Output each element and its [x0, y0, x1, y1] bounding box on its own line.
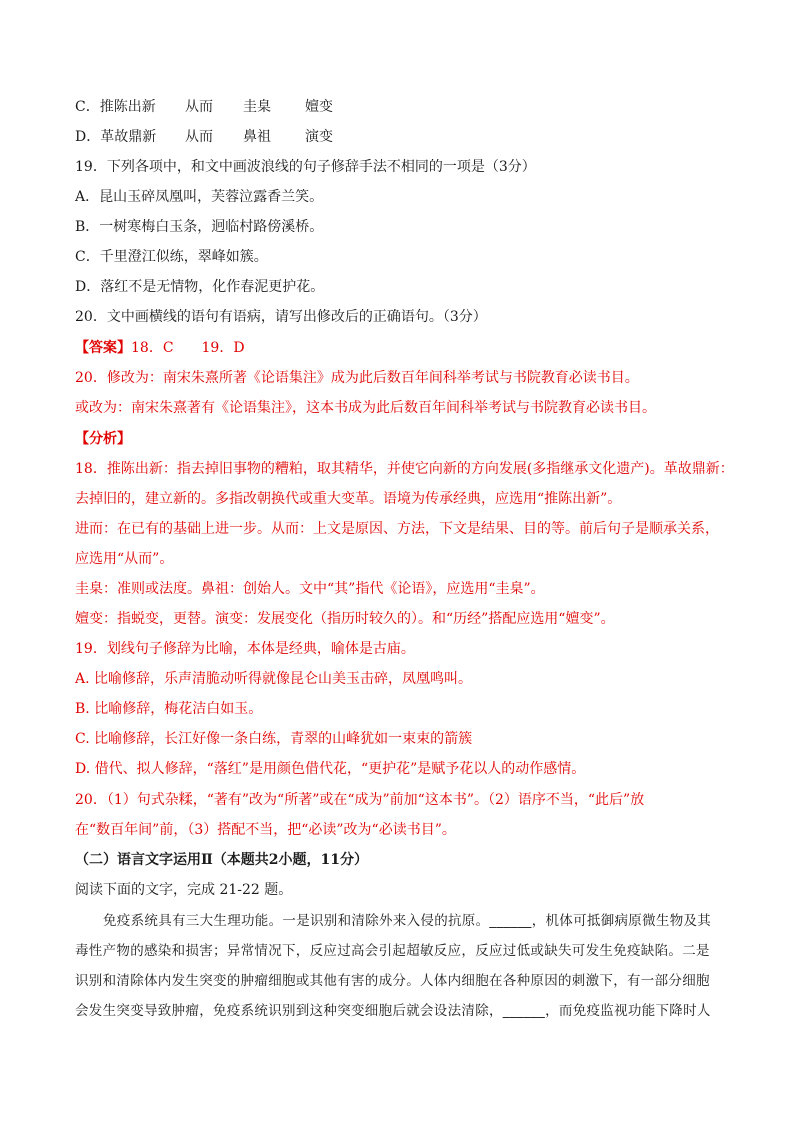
analysis-line: 圭臬：准则或法度。鼻祖：创始人。文中“其”指代《论语》，应选用“圭臬”。: [75, 581, 545, 597]
option-word: 圭臬: [243, 99, 271, 115]
answer-line: [75, 338, 245, 358]
question-19-option-b: B．一树寒梅白玉条，迥临村路傍溪桥。: [75, 219, 324, 235]
option-word: 从而: [185, 99, 213, 115]
option-word: 鼻祖: [243, 129, 271, 145]
question-19-option-a: A．昆山玉碎凤凰叫，芙蓉泣露香兰笑。: [75, 189, 324, 205]
section-title: （二）语言文字运用Ⅱ（本题共2小题，11分）: [75, 852, 369, 868]
analysis-tag: 【分析】: [75, 431, 131, 447]
analysis-line: 在“数百年间”前，（3）搭配不当，把“必读”改为“必读书目”。: [75, 822, 456, 838]
option-word: 从而: [185, 129, 213, 145]
option-word: 嬗变: [305, 99, 333, 115]
question-19-option-d: D．落红不是无情物，化作春泥更护花。: [75, 279, 325, 295]
answer-tag: 【答案】: [75, 340, 131, 356]
passage-line: 识别和清除体内发生突变的肿瘤细胞或其他有害的成分。人体内细胞在各种原因的刺激下，有一部分细胞: [75, 973, 710, 989]
passage-line: 会发生突变导致肿瘤，免疫系统识别到这种突变细胞后就会设法清除，______，而免疫监视功能下降时人: [75, 1003, 711, 1019]
option-label: C．推陈出新: [75, 99, 156, 115]
answer-text: 18．C 19．D: [131, 340, 245, 356]
analysis-line: 去掉旧的，建立新的。多指改朝换代或重大变革。语境为传承经典，应选用“推陈出新”。: [75, 491, 622, 507]
section-instruction: 阅读下面的文字，完成 21-22 题。: [75, 882, 293, 898]
question-19-option-c: C．千里澄江似练，翠峰如簇。: [75, 249, 268, 265]
analysis-line: 应选用“从而”。: [75, 551, 174, 567]
passage-line: 免疫系统具有三大生理功能。一是识别和清除外来入侵的抗原。______，机体可抵御病原微生物及其: [103, 913, 712, 929]
passage-line: 毒性产物的感染和损害；异常情况下，反应过高会引起超敏反应，反应过低或缺失可发生免疫缺陷。二是: [75, 943, 710, 959]
analysis-line: 18．推陈出新：指去掉旧事物的糟粕，取其精华，并使它向新的方向发展(多指继承文化遗产)。革故鼎新：: [75, 461, 734, 477]
analysis-line: B. 比喻修辞，梅花洁白如玉。: [75, 701, 263, 717]
analysis-line: 嬗变：指蜕变，更替。演变：发展变化（指历时较久的）。和“历经”搭配应选用“嬗变”。: [75, 611, 615, 627]
question-20-stem: 20．文中画横线的语句有语病，请写出修改后的正确语句。（3分）: [75, 309, 487, 325]
analysis-line: C. 比喻修辞，长江好像一条白练，青翠的山峰犹如一束束的箭簇: [75, 731, 473, 747]
analysis-line: 19．划线句子修辞为比喻，本体是经典，喻体是古庙。: [75, 641, 415, 657]
option-c-prev: [75, 97, 333, 117]
option-d-prev: [75, 127, 333, 147]
option-word: 演变: [305, 129, 333, 145]
analysis-line: A. 比喻修辞，乐声清脆动听得就像昆仑山美玉击碎，凤凰鸣叫。: [75, 671, 473, 687]
answer-20-version-1: 20．修改为：南宋朱熹所著《论语集注》成为此后数百年间科举考试与书院教育必读书目。: [75, 370, 639, 386]
option-label: D．革故鼎新: [75, 129, 157, 145]
analysis-line: 20．（1）句式杂糅，“著有”改为“所著”或在“成为”前加“这本书”。（2）语序不当，“此后”放: [75, 792, 645, 808]
answer-20-version-2: 或改为：南宋朱熹著有《论语集注》，这本书成为此后数百年间科举考试与书院教育必读书目。: [75, 400, 656, 416]
analysis-line: D. 借代、拟人修辞，“落红”是用颜色借代花，“更护花”是赋予花以人的动作感情。: [75, 761, 586, 777]
analysis-line: 进而：在已有的基础上进一步。从而：上文是原因、方法，下文是结果、目的等。前后句子是顺承关系，: [75, 521, 719, 537]
question-19-stem: 19．下列各项中，和文中画波浪线的句子修辞手法不相同的一项是（3分）: [75, 159, 536, 175]
